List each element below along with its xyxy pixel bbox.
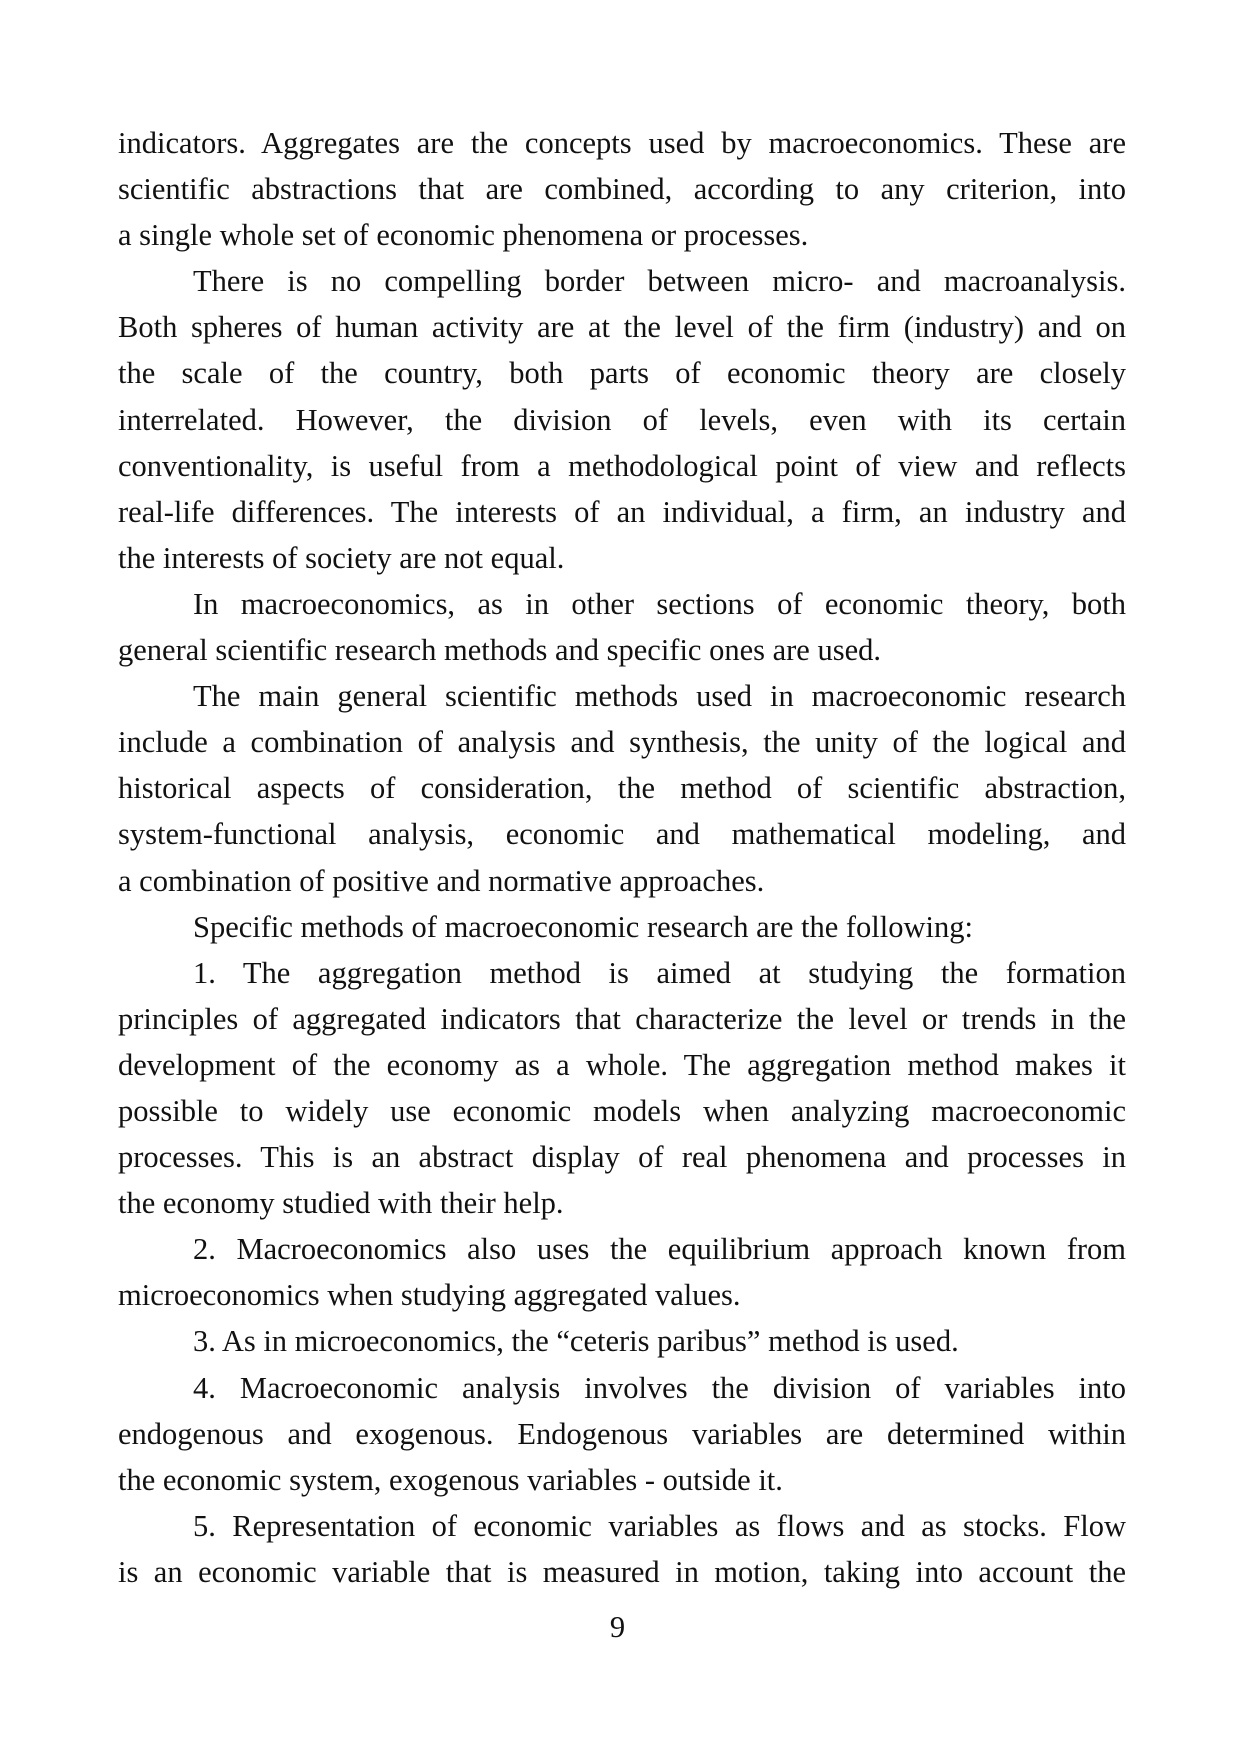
text-line: 4. Macroeconomic analysis involves the division of variables into: [193, 1370, 1126, 1405]
text-line: general scientific research methods and specific ones are used.: [118, 633, 882, 668]
text-line: The main general scientific methods used in macroeconomic research: [193, 679, 1126, 714]
paragraph: [118, 1226, 1126, 1318]
text-line: principles of aggregated indicators that characterize the level or trends in the: [118, 1001, 1126, 1036]
text-line: include a combination of analysis and synthesis, the unity of the logical and: [118, 725, 1126, 760]
text-line: real-life differences. The interests of an individual, a firm, an industry and: [118, 494, 1126, 529]
text-line: is an economic variable that is measured in motion, taking into account the: [118, 1554, 1126, 1589]
text-line: In macroeconomics, as in other sections of economic theory, both: [193, 586, 1126, 621]
paragraph: [118, 581, 1126, 673]
text-line: 3. As in microeconomics, the “ceteris paribus” method is used.: [193, 1324, 959, 1359]
text-line: Specific methods of macroeconomic research are the following:: [193, 909, 973, 944]
paragraph: [118, 1503, 1126, 1595]
text-line: the economic system, exogenous variables - outside it.: [118, 1462, 783, 1497]
text-line: endogenous and exogenous. Endogenous variables are determined within: [118, 1416, 1126, 1451]
text-line: system-functional analysis, economic and mathematical modeling, and: [118, 817, 1126, 852]
text-line: a combination of positive and normative approaches.: [118, 863, 765, 898]
text-line: 5. Representation of economic variables as flows and as stocks. Flow: [193, 1508, 1126, 1543]
paragraph: [118, 673, 1126, 903]
text-line: development of the economy as a whole. The aggregation method makes it: [118, 1047, 1126, 1082]
text-line: the economy studied with their help.: [118, 1186, 564, 1221]
paragraph: [118, 1318, 1126, 1364]
text-line: a single whole set of economic phenomena or processes.: [118, 218, 809, 253]
text-line: the scale of the country, both parts of economic theory are closely: [118, 356, 1126, 391]
text-line: microeconomics when studying aggregated values.: [118, 1278, 741, 1313]
text-line: historical aspects of consideration, the method of scientific abstraction,: [118, 771, 1126, 806]
paragraph: [118, 120, 1126, 258]
paragraph: [118, 258, 1126, 581]
page-number-footer: [0, 1610, 1241, 1645]
text-line: conventionality, is useful from a methodological point of view and reflects: [118, 448, 1126, 483]
text-line: interrelated. However, the division of levels, even with its certain: [118, 402, 1126, 437]
text-line: Both spheres of human activity are at the level of the firm (industry) and on: [118, 310, 1126, 345]
text-line: the interests of society are not equal.: [118, 540, 565, 575]
paragraph: [118, 950, 1126, 1227]
text-line: 1. The aggregation method is aimed at studying the formation: [193, 955, 1126, 990]
paragraph: [118, 904, 1126, 950]
text-line: processes. This is an abstract display of real phenomena and processes in: [118, 1140, 1126, 1175]
text-line: indicators. Aggregates are the concepts used by macroeconomics. These are: [118, 126, 1126, 160]
text-line: 2. Macroeconomics also uses the equilibrium approach known from: [193, 1232, 1126, 1267]
text-line: possible to widely use economic models when analyzing macroeconomic: [118, 1093, 1126, 1128]
page-number: 9: [609, 1610, 626, 1644]
paragraph: [118, 1365, 1126, 1503]
text-line: scientific abstractions that are combined, according to any criterion, into: [118, 172, 1126, 207]
text-line: There is no compelling border between micro- and macroanalysis.: [193, 264, 1126, 299]
page-body: [118, 120, 1126, 1595]
